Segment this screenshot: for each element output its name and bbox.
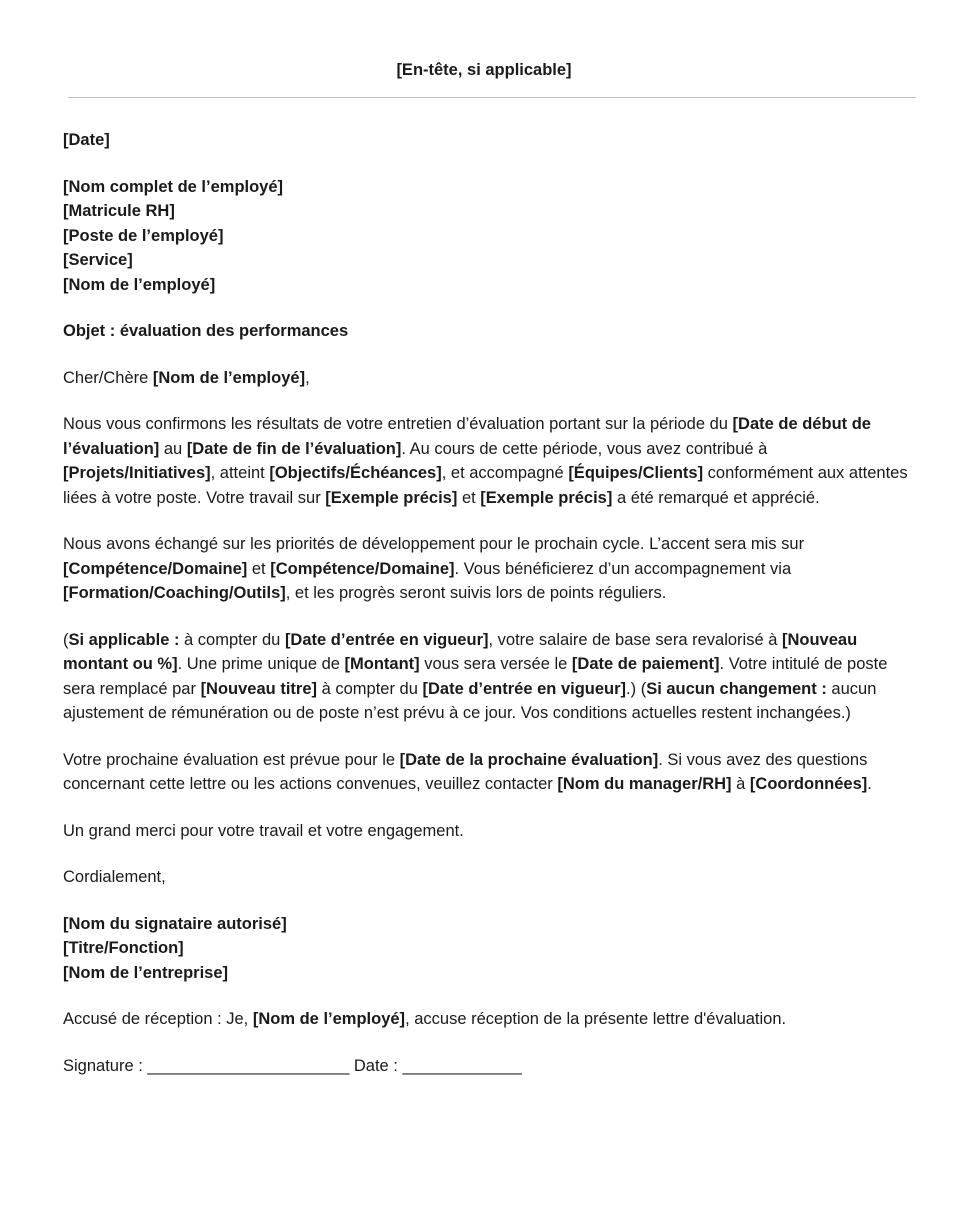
signatory-name: [Nom du signataire autorisé] [63, 914, 287, 933]
closing-line: Cordialement, [63, 868, 166, 886]
letter-body [63, 128, 919, 1100]
recipient-name: [Nom de l’employé] [63, 275, 216, 294]
signature-date-line: Signature : ______________________ Date : _____________ [63, 1056, 522, 1075]
recipient-full-name: [Nom complet de l’employé] [63, 177, 284, 196]
paragraph-next-evaluation: Votre prochaine évaluation est prévue pour le [Date de la prochaine évaluation]. Si vous avez des questions concernant cette lettre ou les actions convenues, veuillez contacter [Nom du manager/RH] à [Coordonnées]. [63, 750, 872, 793]
letter-date: [Date] [63, 131, 110, 149]
letter-subject: Objet : évaluation des performances [63, 322, 349, 340]
paragraph-evaluation-results: Nous vous confirmons les résultats de votre entretien d’évaluation portant sur la période du [Date de début de l’évaluation] au [Date de fin de l’évaluation]. Au cours de cette période, vous avez contribué à [Projets/Initiatives], atteint [Objectifs/Échéances], et accompagné [Équipes/Clients] conformément aux attentes liées à votre poste. Votre travail sur [Exemple précis] et [Exemple précis] a été remarqué et apprécié. [63, 415, 908, 507]
signatory-title: [Titre/Fonction] [63, 939, 184, 957]
recipient-position: [Poste de l’employé] [63, 226, 224, 245]
salutation: Cher/Chère [Nom de l’employé], [63, 368, 310, 387]
thanks-line: Un grand merci pour votre travail et votre engagement. [63, 821, 464, 840]
recipient-block [63, 175, 919, 298]
paragraph-compensation: (Si applicable : à compter du [Date d’entrée en vigueur], votre salaire de base sera revalorisé à [Nouveau montant ou %]. Une prime unique de [Montant] vous sera versée le [Date de paiement]. Votre intitulé de poste sera remplacé par [Nouveau titre] à compter du [Date d’entrée en vigueur].) (Si aucun changement : aucun ajustement de rémunération ou de poste n’est prévu à ce jour. Vos conditions actuelles restent inchangées.) [63, 630, 888, 722]
signatory-company: [Nom de l’entreprise] [63, 963, 229, 982]
header-divider [68, 97, 916, 98]
signatory-block [63, 912, 919, 986]
acknowledgement-line: Accusé de réception : Je, [Nom de l’employé], accuse réception de la présente lettre d'évaluation. [63, 1010, 787, 1028]
letter-header: [En-tête, si applicable] [396, 61, 572, 79]
recipient-department: [Service] [63, 251, 133, 269]
paragraph-development: Nous avons échangé sur les priorités de développement pour le prochain cycle. L’accent sera mis sur [Compétence/Domaine] et [Compétence/Domaine]. Vous bénéficierez d’un accompagnement via [Formation/Coaching/Outils], et les progrès seront suivis lors de points réguliers. [63, 535, 805, 602]
recipient-hr-id: [Matricule RH] [63, 202, 175, 220]
